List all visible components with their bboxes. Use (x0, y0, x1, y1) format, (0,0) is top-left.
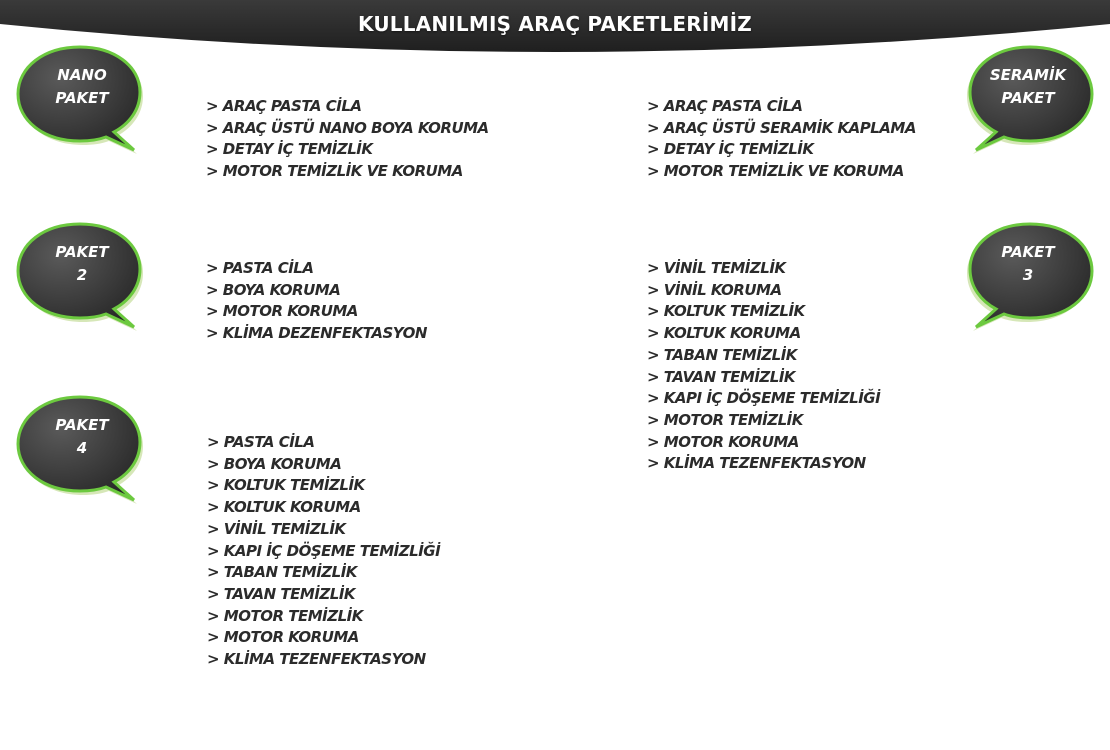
paket-3-features (647, 258, 880, 475)
list-item: > KOLTUK TEMİZLİK (207, 476, 365, 495)
header-banner (0, 0, 1110, 56)
paket-4-features (207, 432, 440, 671)
bubble-paket-4 (14, 394, 144, 506)
list-item: > BOYA KORUMA (207, 454, 342, 473)
bubble-paket-2 (14, 221, 144, 333)
list-item: > VİNİL KORUMA (647, 280, 782, 299)
list-item: > MOTOR KORUMA (207, 628, 359, 647)
list-item: > MOTOR TEMİZLİK VE KORUMA (647, 162, 904, 181)
bubble-seramik-paket (966, 44, 1096, 156)
bubble-label-line2: 2 (76, 266, 88, 284)
list-item: > VİNİL TEMİZLİK (647, 259, 786, 277)
list-item: > MOTOR TEMİZLİK (207, 606, 363, 625)
bubble-label-line1: PAKET (55, 243, 109, 261)
list-item: > KLİMA DEZENFEKTASYON (206, 324, 427, 343)
list-item: > ARAÇ ÜSTÜ SERAMİK KAPLAMA (647, 118, 916, 137)
list-item: > KOLTUK KORUMA (647, 324, 801, 343)
list-item: > KAPI İÇ DÖŞEME TEMİZLİĞİ (207, 541, 441, 560)
page-title: KULLANILMIŞ ARAÇ PAKETLERİMİZ (358, 12, 752, 36)
bubble-label (38, 241, 126, 287)
list-item: > DETAY İÇ TEMİZLİK (647, 140, 814, 159)
bubble-label (38, 414, 126, 460)
list-item: > ARAÇ PASTA CİLA (647, 97, 803, 115)
bubble-label (38, 64, 126, 110)
paket-2-features (206, 258, 427, 345)
list-item: > BOYA KORUMA (206, 280, 341, 299)
bubble-label-line1: NANO (57, 66, 107, 84)
bubble-label-line1: SERAMİK (989, 66, 1067, 84)
bubble-label-line2: 3 (1022, 266, 1034, 284)
bubble-label-line1: PAKET (55, 416, 109, 434)
list-item: > KLİMA TEZENFEKTASYON (647, 454, 866, 473)
list-item: > PASTA CİLA (206, 259, 314, 277)
list-item: > MOTOR TEMİZLİK VE KORUMA (206, 162, 463, 181)
bubble-label-line2: 4 (76, 439, 88, 457)
list-item: > KOLTUK KORUMA (207, 498, 361, 517)
bubble-label-line2: PAKET (1001, 89, 1055, 107)
nano-paket-features (206, 96, 489, 183)
list-item: > MOTOR KORUMA (206, 302, 358, 321)
bubble-paket-3 (966, 221, 1096, 333)
list-item: > ARAÇ ÜSTÜ NANO BOYA KORUMA (206, 118, 489, 137)
list-item: > PASTA CİLA (207, 433, 315, 451)
list-item: > DETAY İÇ TEMİZLİK (206, 140, 373, 159)
bubble-label-line1: PAKET (1001, 243, 1055, 261)
list-item: > MOTOR TEMİZLİK (647, 410, 803, 429)
bubble-label (984, 241, 1072, 287)
list-item: > KOLTUK TEMİZLİK (647, 302, 805, 321)
bubble-nano-paket (14, 44, 144, 156)
list-item: > TABAN TEMİZLİK (647, 345, 797, 364)
list-item: > ARAÇ PASTA CİLA (206, 97, 362, 115)
list-item: > VİNİL TEMİZLİK (207, 519, 346, 538)
list-item: > TAVAN TEMİZLİK (207, 584, 356, 603)
bubble-label-line2: PAKET (55, 89, 109, 107)
list-item: > KAPI İÇ DÖŞEME TEMİZLİĞİ (647, 389, 881, 408)
list-item: > TABAN TEMİZLİK (207, 563, 357, 582)
seramik-paket-features (647, 96, 916, 183)
list-item: > TAVAN TEMİZLİK (647, 367, 796, 386)
list-item: > KLİMA TEZENFEKTASYON (207, 650, 426, 669)
bubble-label (984, 64, 1072, 110)
list-item: > MOTOR KORUMA (647, 432, 799, 451)
